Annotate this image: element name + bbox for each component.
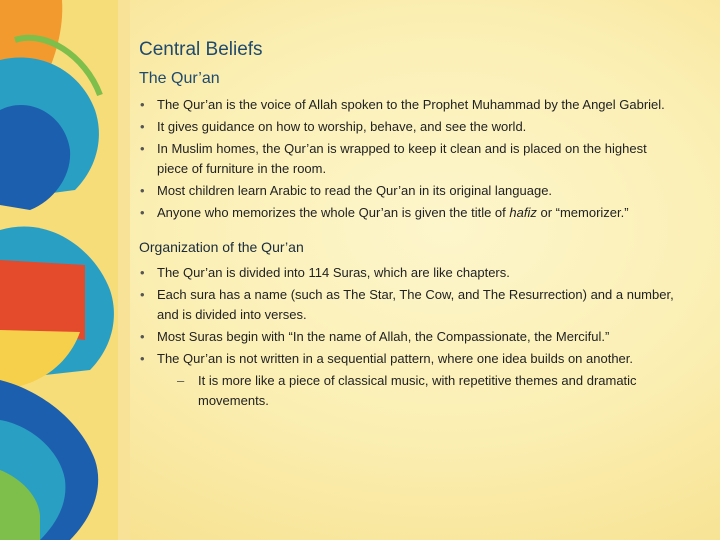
list-item: • Most children learn Arabic to read the Qur’an in its original language. (139, 181, 679, 201)
list-item: • The Qur’an is not written in a sequential pattern, where one idea builds on another. (139, 349, 679, 369)
bullet-icon: • (140, 287, 145, 302)
bullet-icon: • (140, 119, 145, 134)
sub-bullet: – It is more like a piece of classical music, with repetitive themes and dramatic movements. (177, 373, 637, 408)
slide-title: Central Beliefs (139, 39, 263, 60)
organization-bullet-list (139, 263, 679, 369)
list-item: • In Muslim homes, the Qur’an is wrapped to keep it clean and is placed on the highest piece of furniture in the room. (140, 141, 647, 176)
section-heading-quran: The Qur’an (139, 70, 220, 87)
bullet-icon: • (140, 351, 145, 366)
bullet-icon: • (140, 329, 145, 344)
bullet-icon: • (140, 141, 145, 156)
slide-content (139, 38, 679, 411)
bullet-icon: • (140, 183, 145, 198)
bullet-icon: • (140, 265, 145, 280)
list-item: • Most Suras begin with “In the name of Allah, the Compassionate, the Merciful.” (139, 327, 679, 347)
decorative-side-art (0, 0, 130, 540)
list-item: • Anyone who memorizes the whole Qur’an is given the title of hafiz or “memorizer.” (139, 203, 679, 223)
section-heading-organization: Organization of the Qur’an (139, 239, 304, 255)
bullet-icon: • (140, 205, 145, 220)
list-item: • Each sura has a name (such as The Star, The Cow, and The Resurrection) and a number, and is divided into verses. (140, 287, 674, 322)
bullet-icon: • (140, 97, 145, 112)
list-item: • The Qur’an is divided into 114 Suras, which are like chapters. (139, 263, 679, 283)
hafiz-term: hafiz (509, 205, 537, 220)
dash-icon: – (177, 373, 185, 388)
list-item: • It gives guidance on how to worship, behave, and see the world. (139, 117, 679, 137)
list-item: • The Qur’an is the voice of Allah spoken to the Prophet Muhammad by the Angel Gabriel. (139, 95, 679, 115)
quran-bullet-list (139, 95, 679, 223)
